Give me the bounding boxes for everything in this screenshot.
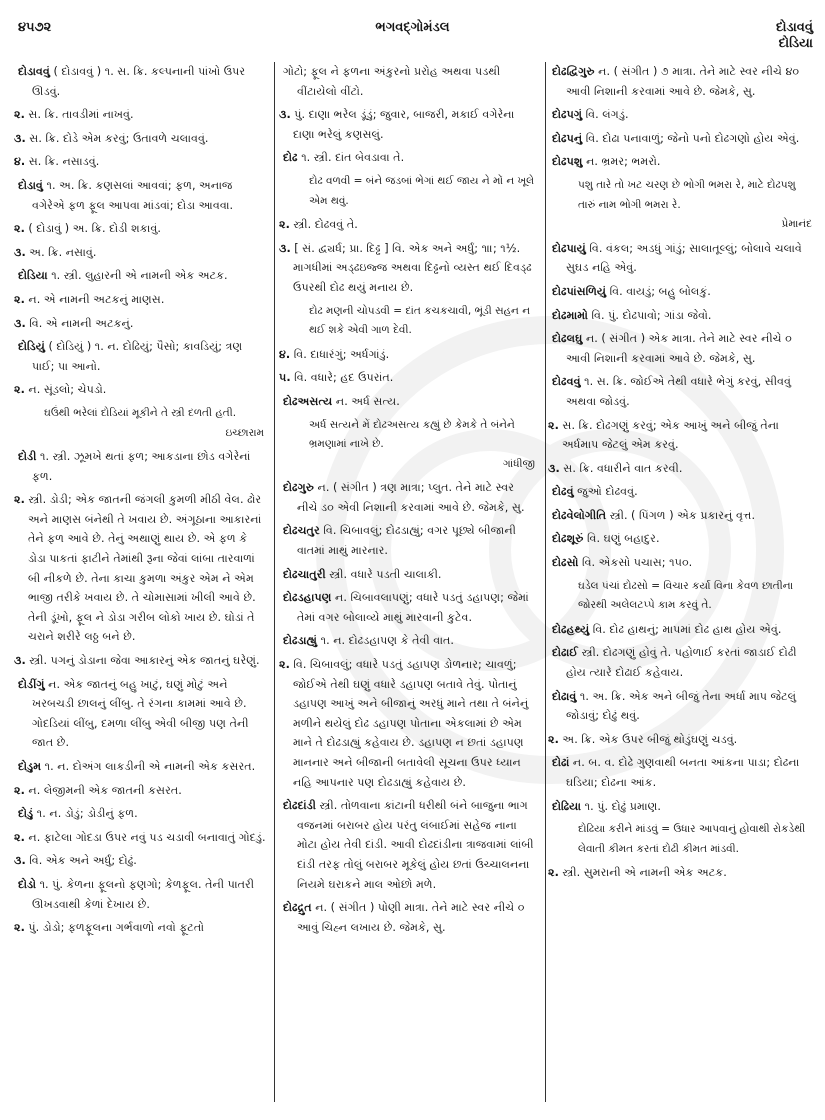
entry-sense: [14, 918, 266, 938]
headword: દોડિયું: [18, 340, 45, 354]
headword: દોઢચાતુરી: [283, 567, 326, 581]
headword: દોઢસો: [552, 556, 579, 570]
dictionary-entry: [552, 129, 814, 149]
example-quote: [552, 176, 814, 235]
definition-text: વિ. પું. દોઢપાવો; ગાંડા જેવો.: [591, 308, 712, 322]
definition-text: સ્ત્રી. દોઢવવું તે.: [293, 218, 358, 232]
guide-word-first: દોડાવવું: [775, 20, 813, 35]
definition-text: અ. ક્રિ. એક ઉપર બીજું થોડુંઘણું ચડવું.: [562, 732, 738, 746]
headword: દોઢપનું: [552, 131, 583, 145]
headword: દોઢપાયું: [552, 241, 586, 255]
definition-text: સ્ત્રી. દોઢગણું હોવું તે. પહોળાઈ કરતાં જાડાઈ દોઢી હોય ત્યારે દોઢાઈ કહેવાય.: [566, 646, 797, 680]
dictionary-entry: [18, 447, 266, 486]
example-quote: [18, 404, 266, 443]
definition-text: ૧. સ્ત્રી. ઝૂમખે થતાં ફળ; આકડાના છોડ વગેરેનાં ફળ.: [32, 450, 251, 483]
quote-text: ઘઉંથી ભરેલાં દોડિયાં મૂકીને તે સ્ત્રી દળતી હતી.: [44, 406, 237, 419]
definition-text: ન. ફાટેલા ગોદડા ઉપર નવું પડ ચડાવી બનાવાતું ગોદડું.: [28, 830, 266, 844]
entry-sense: [548, 459, 814, 479]
headword: દોઢાવું: [552, 689, 577, 703]
definition-text: સ્ત્રી. તોળવાના કાંટાની ધરીથી બંને બાજુના ભાગ વજનમાં બરાબર હોય પરંતુ લંબાઈમાં સહેજ નાના મોટા હોય તેવી દાંડી. આવી દોઢદાંડીના ત્રાજવામાં લાંબી દાંડી તરફ તોલું બરાબર મૂકેલું હોય છતાં ઉચ્ચાલનના નિયમે ઘરાકને માલ ઓછો મળે.: [297, 799, 534, 891]
entry-sense: [14, 781, 266, 801]
headword: દોઢદાંડી: [283, 799, 316, 813]
entry-sense: [279, 368, 537, 388]
definition-text: ન. એક જાતનું બહુ ખાટું, ઘણું મોટું અને ખરબચડી છાલનું લીંબુ. તે રંગના કામમાં આવે છે. ગોદડિયાં લીંબુ, દમળા લીંબુ એવી બીજી પણ તેની જાત છે.: [32, 677, 249, 750]
definition-text: ગોટો; ફૂલ ને ફળના અંકુરનો પ્રરોહ અથવા પડથી વીંટાયેલો વીંટો.: [283, 65, 501, 98]
definition-text: વિ. ઘણું બહાદુર.: [587, 532, 660, 546]
definition-text: પું. ડોડો; ફળફૂલના ગર્ભવાળો નવો ફૂટતો: [28, 921, 205, 935]
guide-words: [776, 20, 813, 52]
headword: દોડો: [18, 877, 36, 891]
dictionary-entry: [552, 506, 814, 526]
entry-sense: [279, 345, 537, 365]
entry-sense: [14, 828, 266, 848]
sense-number: ૩.: [548, 461, 560, 475]
headword: દોઢપશુ: [552, 155, 583, 169]
entry-sense: [14, 651, 266, 671]
quote-text: અર્ધ સત્યને મેં દોઢઅસત્ય કહ્યું છે કેમકે તે બંનેને ભ્રમણામાં નાખે છે.: [309, 418, 515, 451]
definition-text: વિ. વધારે; હદ ઉપરાંત.: [294, 371, 394, 385]
sense-number: ૨.: [14, 921, 25, 935]
example-quote: [283, 302, 537, 341]
definition-text: ન. સૂંડલો; ચેપડો.: [28, 383, 107, 397]
dictionary-entry: [283, 521, 537, 560]
quote-attribution: ઇચ્છારામ: [225, 426, 264, 439]
page-number: ૪૫૭૨: [18, 20, 52, 35]
entry-sense: [548, 863, 814, 883]
definition-text: ન. ( સંગીત ) ૭ માત્રા. તેને માટે સ્વર નીચે ૪૦ આવી નિશાની કરવામાં આવે છે. જેમકે, સુ.: [566, 65, 800, 98]
headword: દોઢચતુર: [283, 524, 320, 538]
headword: દોઢલઘુ: [552, 332, 583, 346]
entry-sense: [548, 730, 814, 750]
headword: દોડિયા: [18, 269, 48, 283]
definition-text: ( દોડાવું ) અ. ક્રિ. દોડી શકાવું.: [28, 222, 161, 236]
dictionary-entry: [552, 282, 814, 302]
definition-text: ૧. અ. ક્રિ. એક અને બીજું તેના અર્ધા માપ જેટલું જોડાવું; દોઢું થવું.: [566, 689, 797, 723]
guide-word-last: દોડિયા: [778, 36, 813, 51]
definition-text: ન. ( સંગીત ) પોણી માત્રા. તેને માટે સ્વર નીચે ૦ આવું ચિહ્ન લખાય છે. જેમકે, સુ.: [297, 901, 525, 934]
book-title: ભગવદ્ગોમંડલ: [375, 20, 450, 35]
entry-sense: [14, 105, 266, 125]
dictionary-entry: [18, 804, 266, 824]
definition-text: સ્ત્રી. પગનું ડોડાના જેવા આકારનું એક જાતનું ઘરેણું.: [29, 654, 260, 668]
headword: દોઢાં: [552, 756, 570, 770]
definition-text: સ. ક્રિ. વધારીને વાત કરવી.: [563, 461, 683, 475]
dictionary-entry: [283, 588, 537, 627]
dictionary-entry: [283, 392, 537, 412]
dictionary-entry: [552, 553, 814, 573]
quote-text: ઘડેલ પંચાં દોઢસો = વિચાર કર્યા વિના કેવળ છાતીના જોરથી અલેલટપ્પે કામ કરવું તે.: [578, 579, 794, 612]
sense-number: ૩.: [14, 131, 26, 145]
definition-text: ૧. સ્ત્રી. લુહારની એ નામની એક અટક.: [51, 269, 228, 283]
quote-text: દોઢ મણની ચોપડવી = દાંત કચકચાવી, ભૂંડી સહન ન થઈ શકે એવી ગાળ દેવી.: [309, 304, 531, 337]
definition-text: ૧. ન. ડોડું; ડોડીનું ફળ.: [36, 807, 138, 821]
entry-continuation: [283, 62, 537, 101]
definition-text: વિ. દાધારંગું; અર્ધગાંડું.: [293, 347, 390, 361]
dictionary-entry: [552, 62, 814, 101]
headword: દોઢગુરુ: [283, 481, 314, 495]
headword: દોઢદ્રુત: [283, 901, 312, 915]
sense-number: ૨.: [14, 493, 25, 507]
definition-text: ન. ( સંગીત ) ત્રણ માત્રા; પ્લુત. તેને માટે સ્વર નીચે ડ૦ એવી નિશાની કરવામાં આવે છે. જેમકે, સુ.: [297, 481, 525, 514]
definition-text: ૧. અ. ક્રિ. કણસલાં આવવાં; ફળ, અનાજ વગેરેએ ફળ ફૂલ આપવા માંડવાં; દોડા આવવા.: [32, 178, 234, 212]
dictionary-entry: [552, 329, 814, 368]
sense-number: ૩.: [14, 316, 26, 330]
sense-number: ૨.: [548, 866, 559, 880]
entry-sense: [279, 239, 537, 298]
sense-number: ૩.: [279, 241, 291, 255]
example-quote: [283, 172, 537, 211]
column-1: [14, 62, 266, 942]
example-quote: [283, 416, 537, 475]
dictionary-entry: [552, 529, 814, 549]
entry-sense: [14, 314, 266, 334]
sense-number: ૩.: [279, 108, 291, 122]
quote-text: પશુ તારે તો ખટ ચરણ છે ભોગી ભમરા રે, માટે દોઢપશુ તારું નામ ભોગી ભમરા રે.: [578, 178, 796, 211]
dictionary-entry: [18, 337, 266, 376]
headword: દોઢ: [283, 151, 298, 165]
dictionary-entry: [18, 675, 266, 753]
definition-text: ન. ( સંગીત ) એક માત્રા. તેને માટે સ્વર નીચે ૦ આવી નિશાની કરવામાં આવે છે. જેમકે, સુ.: [566, 332, 792, 365]
definition-text: સ્ત્રી. ડોડી; એક જાતની જંગલી કુમળી મીઠી વેલ. ઢોર અને માણસ બંનેથી તે ખવાય છે. અંગૂઠાના આકારનાં તેને ફળ આવે છે. તેનું અથાણું થાય છે. એ ફળ કે ડોડા પાકતાં ફાટીને તેમાંથી રૂના જેવાં લાંબા તારવાળાં બી નીકળે છે. તેના કાચા કુમળા અંકુર એમ ને એમ ભાજી તરીકે ખવાય છે. તે ચોમાસામાં ખીલી આવે છે. તેની ડૂંખો, ફૂલ ને ડોડા ગરીબ લોકો ખાય છે. ઘોડાં તે ચરાને શરીરે લઠ્ઠ બને છે.: [28, 493, 262, 644]
example-quote: [552, 577, 814, 616]
dictionary-entry: [552, 482, 814, 502]
entry-sense: [14, 490, 266, 647]
dictionary-entry: [283, 631, 537, 651]
dictionary-entry: [552, 643, 814, 682]
entry-sense: [548, 416, 814, 455]
dictionary-entry: [18, 176, 266, 215]
dictionary-entry: [283, 898, 537, 937]
entry-sense: [14, 290, 266, 310]
dictionary-entry: [552, 239, 814, 278]
quote-attribution: પ્રેમાનંદ: [781, 218, 812, 231]
definition-text: વિ. ચિબાવલું; વધારે પડતું ડહાપણ ડોળનાર; ચાવળું; જોઈએ તેથી ઘણું વધારે ડહાપણ બતાવે તેવું. પોતાનું ડહાપણ આખું અને બીજાનું અરધું માને તથા તે બંનેનું મળીને થયેલું દોઢ ડહાપણ પોતાના એકલામાં છે એમ માને તે દોઢડાહ્યું કહેવાય છે. ડહાપણ ન છતાં ડહાપણ માનનાર અને બીજાની બતાવેલી સૂચના ઉપર ધ્યાન નહિ આપનાર પણ દોઢડાહ્યું કહેવાય છે.: [293, 658, 529, 789]
entry-sense: [279, 215, 537, 235]
dictionary-entry: [283, 796, 537, 894]
dictionary-entry: [283, 148, 537, 168]
definition-text: જુઓ દોઢવવું.: [577, 485, 638, 499]
definition-text: વિ. લંગડું.: [585, 108, 629, 122]
entry-sense: [14, 243, 266, 263]
sense-number: ૨.: [548, 732, 559, 746]
definition-text: વિ. ચિબાવલું; દોઢડાહ્યું; વગર પૂછ્યે બીજાની વાતમાં માથું મારનાર.: [297, 524, 516, 558]
sense-number: ૩.: [14, 654, 26, 668]
entry-sense: [14, 380, 266, 400]
entry-sense: [279, 655, 537, 792]
dictionary-entry: [552, 105, 814, 125]
definition-text: ૧. ન. દોઅંગ લાકડીની એ નામની એક કસરત.: [44, 760, 256, 773]
headword: દોડી: [18, 450, 37, 464]
sense-number: ૨.: [14, 108, 25, 122]
dictionary-entry: [552, 372, 814, 411]
sense-number: ૨.: [14, 783, 25, 797]
definition-text: સ્ત્રી. સુમરાની એ નામની એક અટક.: [562, 866, 727, 880]
definition-text: [ સં. દ્વ્યર્ધ; પ્રા. દિઢ્ઢ ] વિ. એક અને અર્ધું; ૧॥; ૧½. માગધીમાં અડ્ઢઇજ્જ અથવા દિઢ્ઢનો વ્યસ્ત થઈ દિવડ્ઢ ઉપરથી દોઢ થયું મનાય છે.: [293, 241, 532, 294]
headword: દોઢહથ્યું: [552, 622, 590, 636]
column-divider: [274, 62, 275, 1102]
definition-text: વિ. દોઢ હાથનું; માપમાં દોઢ હાથ હોય એવું.: [592, 622, 782, 636]
definition-text: ૧. સ. ક્રિ. જોઈએ તેથી વધારે ભેગું કરવું, સીવવું અથવા જોડવું.: [566, 375, 791, 408]
headword: દોડાવું: [18, 178, 43, 192]
headword: દોડાવવું: [18, 65, 50, 78]
quote-text: દોઢ વળવી = બંને જડબાં ભેગાં થઈ જાય ને મોં ન ખૂલે એમ થવું.: [309, 174, 535, 207]
headword: દોડીંગું: [18, 677, 45, 691]
definition-text: પું. દાણા ભરેલ ડૂંડું; જુવાર, બાજરી, મકાઈ વગેરેના દાણા ભરેલું કણસલું.: [293, 108, 515, 141]
dictionary-entry: [283, 478, 537, 517]
definition-text: ( દોડિયું ) ૧. ન. દોઢિયું; પૈસો; કાવડિયું; ત્રણ પાઈ; પા આનો.: [32, 340, 243, 373]
sense-number: ૨.: [548, 418, 559, 432]
headword: દોઢવેલોગીતિ: [552, 508, 607, 522]
sense-number: ૪.: [14, 155, 26, 169]
definition-text: ન. અર્ધ સત્ય.: [335, 394, 400, 408]
dictionary-entry: [552, 620, 814, 640]
sense-number: ૩.: [14, 854, 26, 868]
sense-number: ૨.: [279, 218, 290, 232]
headword: દોઢપાંસળિયું: [552, 284, 607, 298]
definition-text: ૧. ન. દોઢડહાપણ કે તેવી વાત.: [320, 634, 454, 648]
sense-number: ૨.: [14, 383, 25, 397]
headword: દોઢવવું: [552, 375, 581, 389]
definition-text: ન. બ. વ. દોઢે ગુણવાથી બનતા આંકના પાડા; દોઢના ઘડિયા; દોઢના આંક.: [566, 756, 800, 789]
dictionary-entry: [552, 753, 814, 792]
definition-text: ૧. પું. દોઢું પ્રમાણ.: [584, 799, 661, 813]
dictionary-entry: [18, 875, 266, 914]
column-divider: [545, 62, 546, 1102]
quote-attribution: ગાંધીજી: [503, 457, 535, 470]
dictionary-entry: [552, 306, 814, 326]
headword: દોઢાઈ: [552, 646, 578, 660]
entry-sense: [14, 152, 266, 172]
headword: દોઢડહાપણ: [283, 591, 332, 605]
definition-text: સ્ત્રી. ( પિંગળ ) એક પ્રકારનું વૃત્ત.: [609, 508, 756, 522]
definition-text: ન. લેજીમની એક જાતની કસરત.: [28, 783, 182, 797]
column-3: [548, 62, 814, 887]
headword: દોઢઅસત્ય: [283, 394, 333, 408]
headword: દોડું: [18, 807, 34, 821]
entry-sense: [279, 105, 537, 144]
sense-number: ૨.: [14, 222, 25, 236]
definition-text: સ. ક્રિ. દોઢગણું કરવું; એક આખું અને બીજું તેના અર્ધમાપ જેટલું એમ કરવું.: [562, 418, 779, 452]
entry-sense: [14, 129, 266, 149]
definition-text: વિ. વંકલ; અડધું ગાંડું; સાલાતૂલ્લું; બોલાવે ચલાવે સુઘડ નહિ એવું.: [566, 241, 802, 275]
definition-text: ન. ચિબાવલાપણું; વધારે પડતું ડહાપણ; જેમાં તેમાં વગર બોલાવ્યે માથું મારવાની કુટેવ.: [297, 591, 529, 624]
example-quote: [552, 820, 814, 859]
sense-number: ૩.: [14, 245, 26, 259]
definition-text: અ. ક્રિ. નસાવું.: [29, 245, 97, 259]
definition-text: વિ. એ નામની અટકનું.: [29, 316, 134, 330]
dictionary-entry: [18, 62, 266, 101]
definition-text: વિ. એક અને અર્ધું; દોઢું.: [29, 854, 137, 868]
dictionary-entry: [283, 565, 537, 585]
definition-text: સ્ત્રી. વધારે પડતી ચાલાકી.: [329, 567, 442, 581]
dictionary-entry: [18, 757, 266, 777]
sense-number: ૨.: [279, 658, 290, 672]
dictionary-entry: [552, 152, 814, 172]
headword: દોઢમામો: [552, 308, 588, 322]
entry-sense: [14, 851, 266, 871]
definition-text: સ. ક્રિ. દોડે એમ કરવું; ઉતાવળે ચલાવવું.: [29, 131, 209, 145]
sense-number: ૨.: [14, 830, 25, 844]
definition-text: ન. એ નામની અટકનું માણસ.: [28, 292, 165, 306]
definition-text: ન. ભ્રમર; ભમરો.: [586, 155, 661, 169]
entry-sense: [14, 219, 266, 239]
definition-text: સ. ક્રિ. નસાડવું.: [28, 155, 100, 169]
definition-text: ૧. પું. કેળના ફૂલનો ફણગો; કેળફૂલ. તેની પાતરી ઊખડવાથી કેળાં દેખાય છે.: [32, 877, 255, 911]
headword: દોઢવું: [552, 485, 574, 499]
headword: દોડુમ: [18, 760, 42, 773]
sense-number: ૪.: [279, 347, 291, 361]
headword: દોઢદ્વિગુરુ: [552, 65, 595, 78]
definition-text: વિ. વાયડું; બહુ બોલકું.: [609, 284, 711, 298]
definition-text: ( દોડાવવું ) ૧. સ. ક્રિ. કલ્પનાની પાંખો ઉપર ઊડવું.: [32, 65, 246, 98]
quote-text: દોઢિયા કરીને માંડવું = ઉધાર આપવાનું હોવાથી રોકડેથી લેવાતી કીમત કરતાં દોઢી કીમત માંડવી.: [578, 823, 806, 855]
headword: દોઢડાહ્યું: [283, 634, 318, 648]
page-header: [0, 0, 825, 50]
definition-text: વિ. એકસો પચાસ; ૧૫૦.: [582, 556, 693, 570]
dictionary-entry: [18, 266, 266, 286]
headword: દોઢિયા: [552, 799, 582, 813]
dictionary-entry: [552, 797, 814, 817]
definition-text: વિ. દોઢા પનાવાળું; જેનો પનો દોઢગણો હોય એવું.: [585, 131, 800, 145]
column-2: [279, 62, 537, 941]
sense-number: ૫.: [279, 371, 291, 385]
sense-number: ૨.: [14, 292, 25, 306]
definition-text: સ. ક્રિ. તાવડીમાં નાખવું.: [28, 108, 134, 122]
headword: દોઢશૂરું: [552, 532, 584, 546]
dictionary-entry: [552, 687, 814, 726]
headword: દોઢપગું: [552, 108, 583, 122]
definition-text: ૧. સ્ત્રી. દાંત બેવડાવા તે.: [301, 151, 405, 165]
